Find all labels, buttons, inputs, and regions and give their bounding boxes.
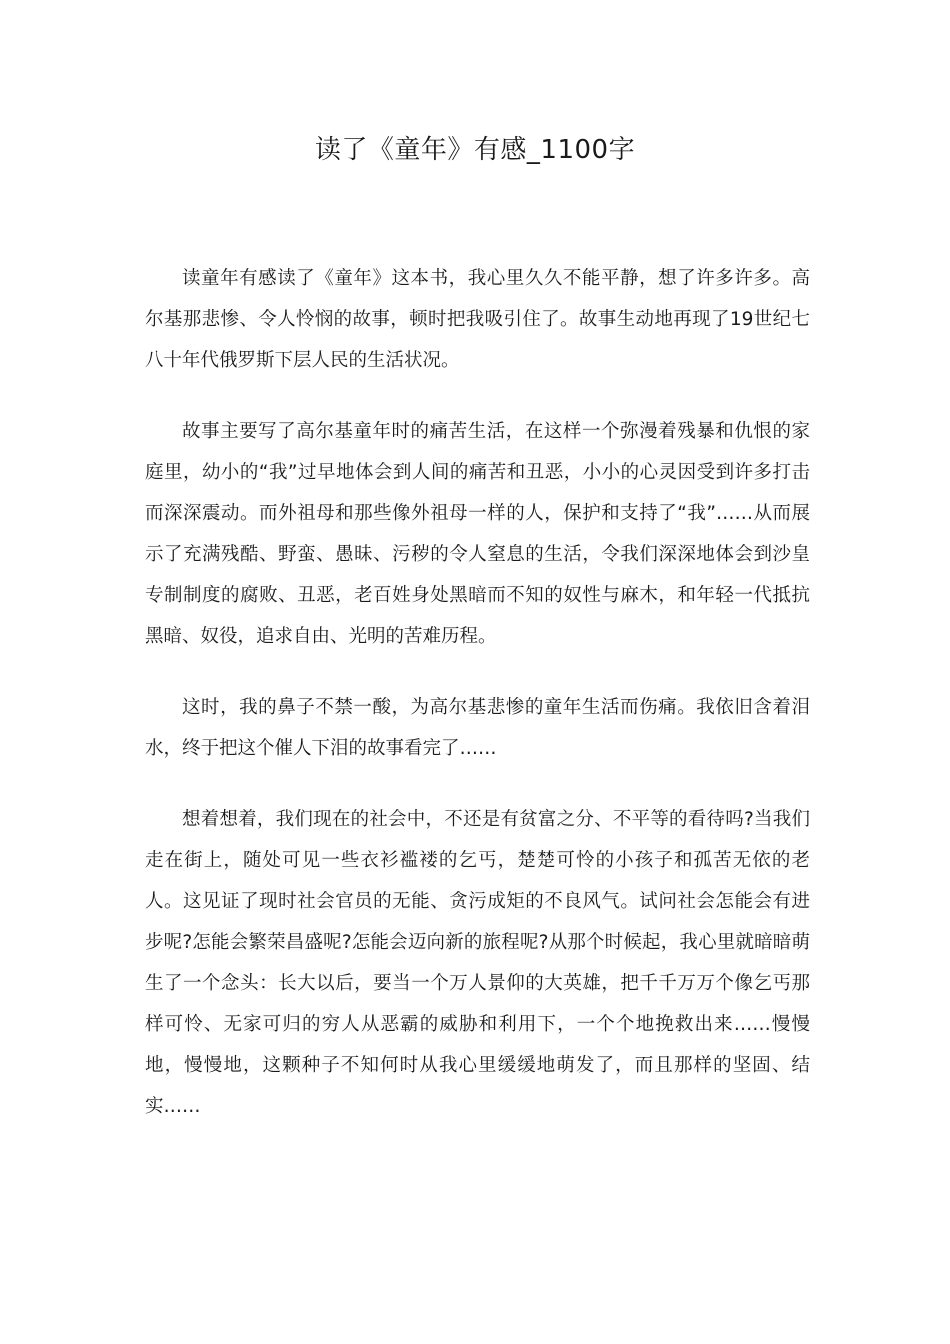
paragraph-3: 这时，我的鼻子不禁一酸，为高尔基悲惨的童年生活而伤痛。我依旧含着泪水，终于把这个催人下泪的故事看完了…… xyxy=(145,697,810,759)
paragraph-1: 读童年有感读了《童年》这本书，我心里久久不能平静，想了许多许多。高尔基那悲惨、令人怜悯的故事，顿时把我吸引住了。故事生动地再现了19世纪七八十年代俄罗斯下层人民的生活状况。 xyxy=(145,268,810,371)
paragraph-4: 想着想着，我们现在的社会中，不还是有贫富之分、不平等的看待吗?当我们走在街上，随处可见一些衣衫褴褛的乞丐，楚楚可怜的小孩子和孤苦无依的老人。这见证了现时社会官员的无能、贪污成矩的不良风气。试问社会怎能会有进步呢?怎能会繁荣昌盛呢?怎能会迈向新的旅程呢?从那个时候起，我心里就暗暗萌生了一个念头：长大以后，要当一个万人景仰的大英雄，把千千万万个像乞丐那样可怜、无家可归的穷人从恶霸的威胁和利用下，一个个地挽救出来……慢慢地，慢慢地，这颗种子不知何时从我心里缓缓地萌发了，而且那样的坚固、结实…… xyxy=(145,809,810,1117)
document-body xyxy=(145,258,810,1127)
paragraph-2: 故事主要写了高尔基童年时的痛苦生活，在这样一个弥漫着残暴和仇恨的家庭里，幼小的“我”过早地体会到人间的痛苦和丑恶，小小的心灵因受到许多打击而深深震动。而外祖母和那些像外祖母一样的人，保护和支持了“我”……从而展示了充满残酷、野蛮、愚昧、污秽的令人窒息的生活，令我们深深地体会到沙皇专制制度的腐败、丑恶，老百姓身处黑暗而不知的奴性与麻木，和年轻一代抵抗黑暗、奴役，追求自由、光明的苦难历程。 xyxy=(145,421,810,647)
document-title: 读了《童年》有感_1100字 xyxy=(314,135,636,165)
